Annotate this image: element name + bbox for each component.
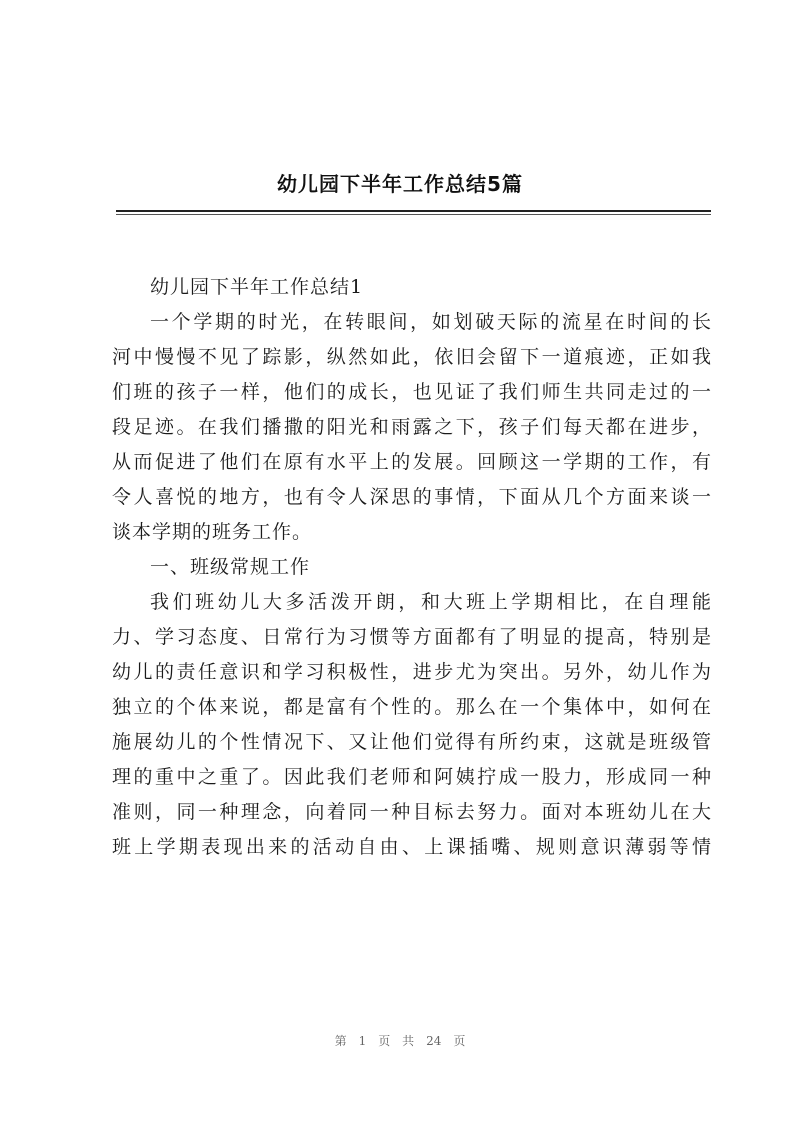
footer-middle: 页 共	[378, 1034, 415, 1048]
paragraph-line: 幼儿的责任意识和学习积极性，进步尤为突出。另外，幼儿作为	[112, 661, 712, 683]
paragraph-line: 理的重中之重了。因此我们老师和阿姨拧成一股力，形成同一种	[112, 766, 712, 788]
paragraph-line: 一个学期的时光，在转眼间，如划破天际的流星在时间的长	[150, 311, 712, 333]
document-body	[112, 270, 712, 865]
paragraph-line: 们班的孩子一样，他们的成长，也见证了我们师生共同走过的一	[112, 381, 712, 403]
paragraph-line: 谈本学期的班务工作。	[112, 521, 313, 543]
title-rule-thick	[116, 210, 711, 212]
paragraph-line: 河中慢慢不见了踪影，纵然如此，依旧会留下一道痕迹，正如我	[112, 346, 712, 368]
subheading: 一、班级常规工作	[150, 556, 311, 578]
paragraph-line: 段足迹。在我们播撒的阳光和雨露之下，孩子们每天都在进步，	[112, 416, 712, 438]
footer-prefix: 第	[334, 1034, 347, 1048]
paragraph-line: 从而促进了他们在原有水平上的发展。回顾这一学期的工作，有	[112, 451, 712, 473]
title-rule-thin	[116, 214, 711, 215]
footer-total-pages: 24	[426, 1034, 442, 1048]
paragraph-line: 班上学期表现出来的活动自由、上课插嘴、规则意识薄弱等情	[112, 836, 712, 858]
footer-current-page: 1	[358, 1034, 367, 1048]
paragraph-line: 力、学习态度、日常行为习惯等方面都有了明显的提高，特别是	[112, 626, 712, 648]
paragraph-line: 独立的个体来说，都是富有个性的。那么在一个集体中，如何在	[112, 696, 712, 718]
document-title: 幼儿园下半年工作总结5篇	[277, 172, 523, 196]
footer-suffix: 页	[453, 1034, 466, 1048]
section-heading: 幼儿园下半年工作总结1	[150, 276, 364, 298]
paragraph-line: 我们班幼儿大多活泼开朗，和大班上学期相比，在自理能	[150, 591, 712, 613]
paragraph-line: 施展幼儿的个性情况下、又让他们觉得有所约束，这就是班级管	[112, 731, 712, 753]
paragraph-line: 准则，同一种理念，向着同一种目标去努力。面对本班幼儿在大	[112, 801, 712, 823]
paragraph-line: 令人喜悦的地方，也有令人深思的事情，下面从几个方面来谈一	[112, 486, 712, 508]
page-footer	[0, 1032, 800, 1049]
